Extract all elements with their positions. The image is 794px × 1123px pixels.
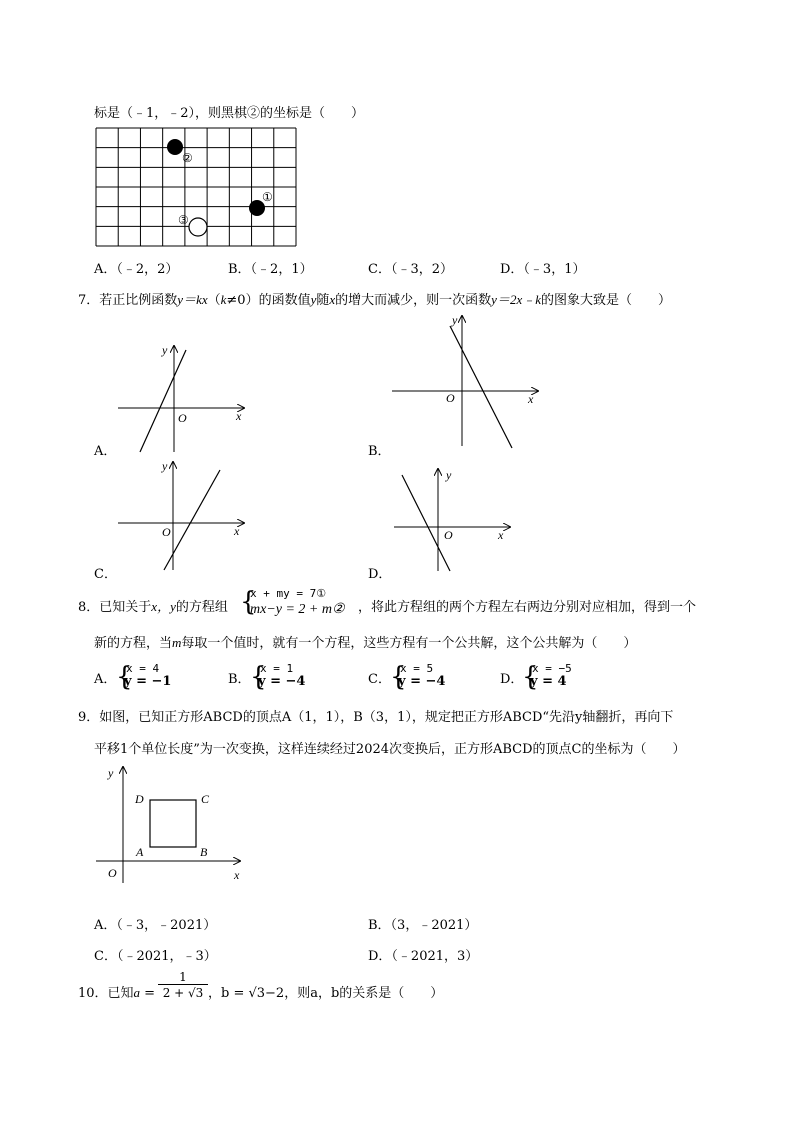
q8-stem-line2: 新的方程，当m每取一个值时，就有一个方程，这些方程有一个公共解，这个公共解为（ ） bbox=[94, 635, 637, 651]
piece-label-3: ③ bbox=[178, 213, 189, 227]
piece-label-1: ① bbox=[262, 190, 273, 204]
q6-option-b: B．（﹣2，1） bbox=[228, 262, 313, 277]
svg-text:B: B bbox=[200, 845, 208, 859]
svg-text:y: y bbox=[108, 766, 114, 780]
q7-label-c: C． bbox=[94, 567, 117, 582]
svg-text:y: y bbox=[162, 343, 168, 357]
svg-text:D: D bbox=[135, 792, 144, 806]
svg-text:x: x bbox=[234, 868, 240, 882]
svg-text:A: A bbox=[136, 845, 144, 859]
q6-option-c: C．（﹣3，2） bbox=[368, 262, 453, 277]
q7-label-d: D． bbox=[368, 567, 392, 582]
svg-text:x: x bbox=[236, 409, 242, 423]
svg-text:O: O bbox=[444, 528, 453, 542]
q6-stem: 标是（﹣1，﹣2），则黑棋②的坐标是（ ） bbox=[94, 106, 365, 121]
piece-label-2: ② bbox=[182, 151, 193, 165]
svg-text:O: O bbox=[178, 411, 187, 425]
q8-stem-tail: ，将此方程组的两个方程左右两边分别对应相加，得到一个 bbox=[358, 600, 697, 615]
q9-option-b: B．（3，﹣2021） bbox=[368, 918, 478, 933]
q9-option-c: C．（﹣2021，﹣3） bbox=[94, 949, 217, 964]
q6-option-a: A．（﹣2，2） bbox=[94, 262, 179, 277]
graph-d bbox=[392, 465, 522, 575]
q6-option-d: D．（﹣3，1） bbox=[500, 262, 586, 277]
q9-stem-line1: 9．如图，已知正方形ABCD的顶点A（1，1），B（3，1），规定把正方形ABCD“先沿y轴翻折，再向下 bbox=[78, 710, 674, 725]
svg-text:O: O bbox=[446, 391, 455, 405]
white-piece-3 bbox=[189, 218, 207, 236]
graph-b bbox=[390, 312, 540, 452]
q9-stem-line2: 平移1个单位长度”为一次变换，这样连续经过2024次变换后，正方形ABCD的顶点C的坐标为（ ） bbox=[94, 742, 686, 757]
svg-text:x: x bbox=[528, 392, 534, 406]
q7-label-b: B． bbox=[368, 444, 391, 459]
svg-text:y: y bbox=[162, 459, 168, 473]
q9-option-a: A．（﹣3，﹣2021） bbox=[94, 918, 217, 933]
q10-stem-tail: ，b = √3−2，则a，b的关系是（ ） bbox=[208, 986, 444, 1001]
svg-text:C: C bbox=[201, 792, 210, 806]
q10-stem: 10．已知a = bbox=[78, 985, 156, 1001]
svg-text:y: y bbox=[452, 313, 458, 327]
graph-a bbox=[116, 340, 256, 455]
svg-text:O: O bbox=[108, 866, 117, 880]
svg-text:O: O bbox=[162, 525, 171, 539]
q10-fraction: 1 2 + √3 bbox=[158, 970, 208, 1001]
svg-text:x: x bbox=[498, 528, 504, 542]
graph-c bbox=[116, 458, 256, 573]
go-board-figure bbox=[94, 127, 300, 249]
svg-text:y: y bbox=[446, 468, 452, 482]
square-abcd bbox=[150, 800, 196, 847]
q8-stem-line1: 8．已知关于x，y的方程组 bbox=[78, 599, 228, 615]
q9-option-d: D．（﹣2021，3） bbox=[368, 949, 479, 964]
black-piece-2 bbox=[167, 139, 183, 155]
square-coordinate-figure bbox=[94, 765, 254, 885]
q7-stem: 7．若正比例函数y＝kx（k≠0）的函数值y随x的增大而减少，则一次函数y＝2x﹣k的图象大致是（ ） bbox=[78, 292, 671, 308]
q7-label-a: A． bbox=[94, 444, 117, 459]
svg-text:x: x bbox=[234, 524, 240, 538]
